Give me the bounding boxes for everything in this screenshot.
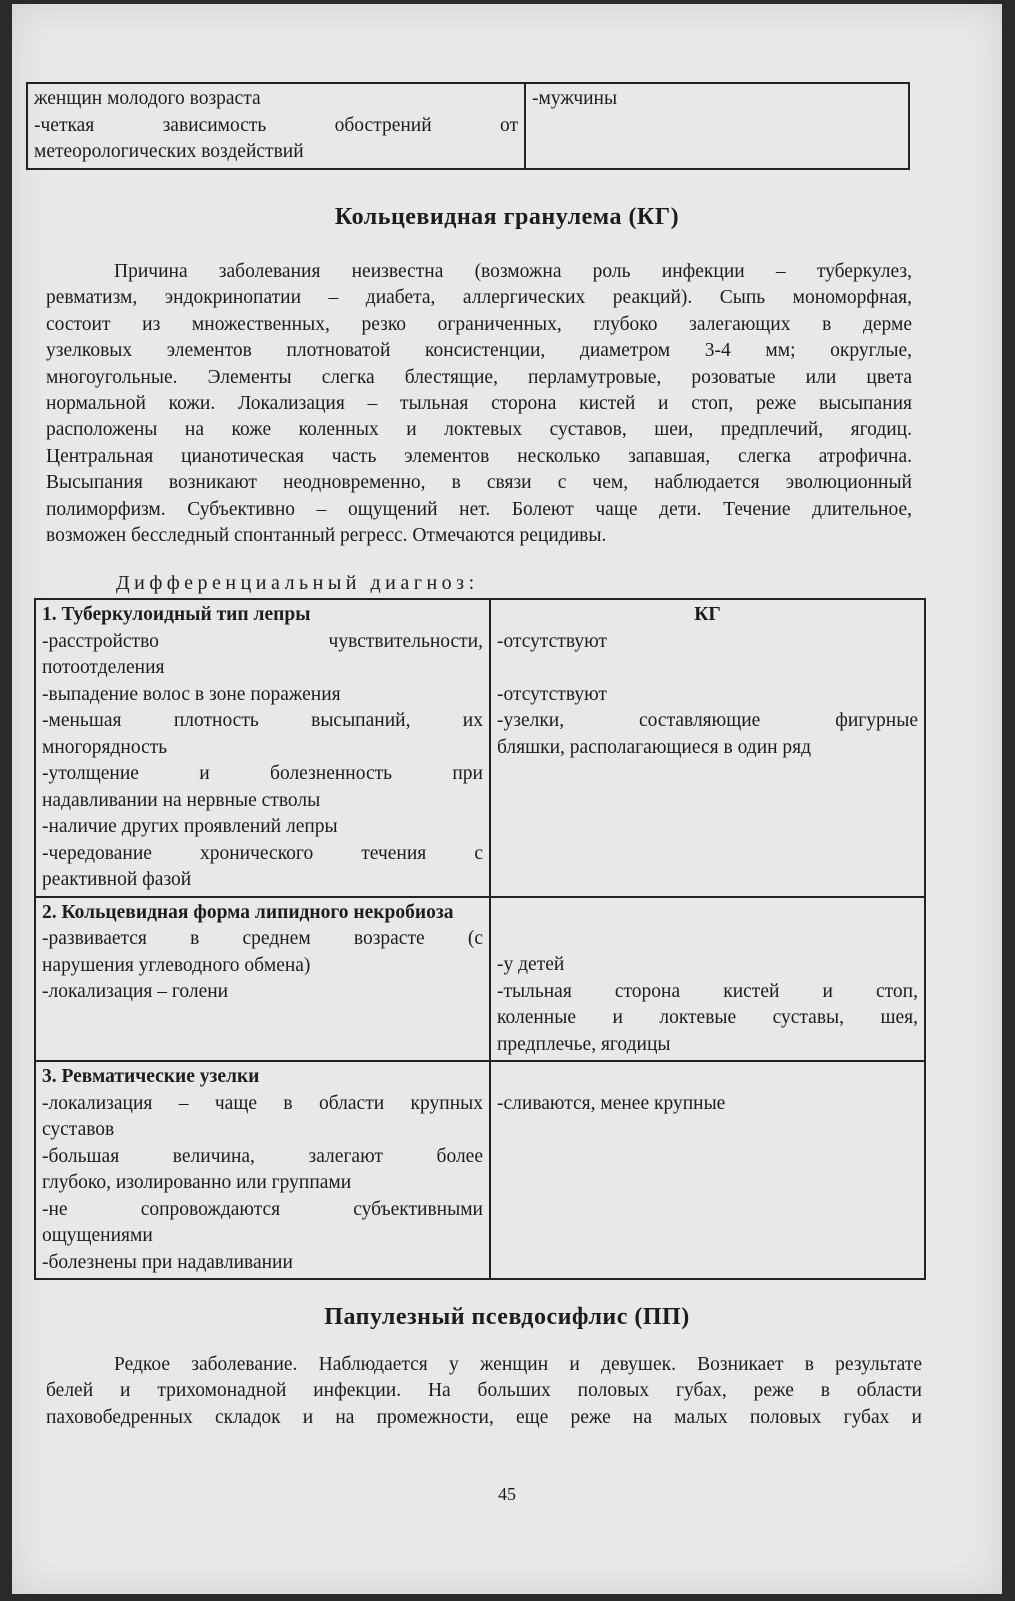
top-table <box>26 82 910 170</box>
table-row <box>35 599 925 897</box>
top-table-right-cell <box>525 83 909 169</box>
cell-line: -отсутствуют <box>497 630 607 652</box>
cell-line: многорядность <box>42 736 168 758</box>
cell-line: реактивной фазой <box>42 869 192 890</box>
top-left-line: -четкая зависимость обострений от <box>34 114 518 136</box>
cell-line: -расстройство чувствительности, <box>42 630 483 652</box>
paragraph-line: паховобедренных складок и на промежности, еще реже на малых половых губах и <box>46 1406 922 1428</box>
paragraph-line: полиморфизм. Субъективно – ощущений нет. Болеют чаще дети. Течение длительное, <box>46 498 912 520</box>
cell-line: -меньшая плотность высыпаний, их <box>42 710 483 731</box>
cell-line: коленные и локтевые суставы, шея, <box>497 1007 918 1028</box>
cell-line: -не сопровождаются субъективными <box>42 1198 483 1220</box>
top-left-line: метеорологических воздействий <box>34 141 304 162</box>
cell-line: надавливании на нервные стволы <box>42 789 321 811</box>
section-title-granuloma: Кольцевидная гранулема (КГ) <box>334 204 680 230</box>
paragraph-line: Причина заболевания неизвестна (возможна роль инфекции – туберкулез, <box>114 261 912 282</box>
cell-line <box>497 900 918 927</box>
row-title: 1. Туберкулоидный тип лепры <box>42 604 311 625</box>
cell-line: суставов <box>42 1119 115 1140</box>
cell-line: ощущениями <box>42 1225 153 1246</box>
page-number: 45 <box>498 1484 516 1504</box>
cell-line: -тыльная сторона кистей и стоп, <box>497 980 918 1002</box>
right-cell <box>490 1061 925 1279</box>
cell-line: -сливаются, менее крупные <box>497 1092 726 1114</box>
paragraph-line: Центральная цианотическая часть элементов несколько запавшая, слегка атрофична. <box>46 445 912 467</box>
paragraph-line: белей и трихомонадной инфекции. На больших половых губах, реже в области <box>46 1380 922 1402</box>
left-cell <box>35 1061 490 1279</box>
left-cell <box>35 599 490 897</box>
paragraph-line: узелковых элементов плотноватой консистенции, диаметром 3-4 мм; округлые, <box>46 340 912 362</box>
right-cell <box>490 599 925 897</box>
cell-line: -развивается в среднем возрасте (с <box>42 928 483 949</box>
cell-line: -локализация – чаще в области крупных <box>42 1092 483 1114</box>
paragraph-line: расположены на коже коленных и локтевых суставов, шеи, предплечий, ягодиц. <box>46 419 912 441</box>
table-row <box>35 897 925 1062</box>
row-title: 3. Ревматические узелки <box>42 1066 260 1087</box>
granuloma-paragraph <box>46 259 912 549</box>
cell-line <box>497 1064 918 1091</box>
differential-table <box>34 598 926 1280</box>
cell-line <box>497 926 918 952</box>
right-cell <box>490 897 925 1062</box>
cell-line: -у детей <box>497 954 565 975</box>
table-row <box>35 1061 925 1279</box>
left-cell <box>35 897 490 1062</box>
top-table-left-cell <box>27 83 525 169</box>
differential-diagnosis-title: Дифференциальный диагноз: <box>116 572 479 594</box>
cell-line: -выпадение волос в зоне поражения <box>42 683 341 705</box>
cell-line: глубоко, изолированно или группами <box>42 1172 352 1193</box>
top-right-line: -мужчины <box>532 88 618 109</box>
cell-line: предплечье, ягодицы <box>497 1033 671 1055</box>
paragraph-line: ревматизм, эндокринопатии – диабета, аллергических реакций). Сыпь мономорфная, <box>46 287 912 309</box>
cell-line: -утолщение и болезненность при <box>42 763 483 784</box>
cell-line: -узелки, составляющие фигурные <box>497 710 918 731</box>
column-header-kg: КГ <box>694 604 721 625</box>
paragraph-line: Высыпания возникают неодновременно, в связи с чем, наблюдается эволюционный <box>46 472 912 494</box>
cell-line: -болезнены при надавливании <box>42 1251 293 1273</box>
cell-line: -отсутствуют <box>497 683 607 705</box>
page <box>12 4 1002 1594</box>
paragraph-line: состоит из множественных, резко ограниченных, глубоко залегающих в дерме <box>46 313 912 335</box>
paragraph-line: нормальной кожи. Локализация – тыльная сторона кистей и стоп, реже высыпания <box>46 393 912 415</box>
cell-line: бляшки, располагающиеся в один ряд <box>497 736 812 758</box>
paragraph-line: многоугольные. Элементы слегка блестящие, перламутровые, розоватые или цвета <box>46 366 912 388</box>
pseudosyphilis-paragraph <box>46 1352 922 1431</box>
cell-line: потоотделения <box>42 657 165 678</box>
top-left-line: женщин молодого возраста <box>34 88 261 109</box>
paragraph-line: Редкое заболевание. Наблюдается у женщин и девушек. Возникает в результате <box>114 1354 922 1375</box>
cell-line: -большая величина, залегают более <box>42 1145 483 1167</box>
cell-line: -локализация – голени <box>42 981 229 1002</box>
row-title: 2. Кольцевидная форма липидного некробиоза <box>42 901 454 923</box>
cell-line: -чередование хронического течения с <box>42 842 483 864</box>
cell-line: -наличие других проявлений лепры <box>42 816 338 837</box>
cell-line: нарушения углеводного обмена) <box>42 954 311 976</box>
section-title-pseudosyphilis: Папулезный псевдосифлис (ПП) <box>324 1304 690 1330</box>
paragraph-line: возможен бесследный спонтанный регресс. Отмечаются рецидивы. <box>46 525 607 547</box>
cell-line <box>497 655 918 682</box>
